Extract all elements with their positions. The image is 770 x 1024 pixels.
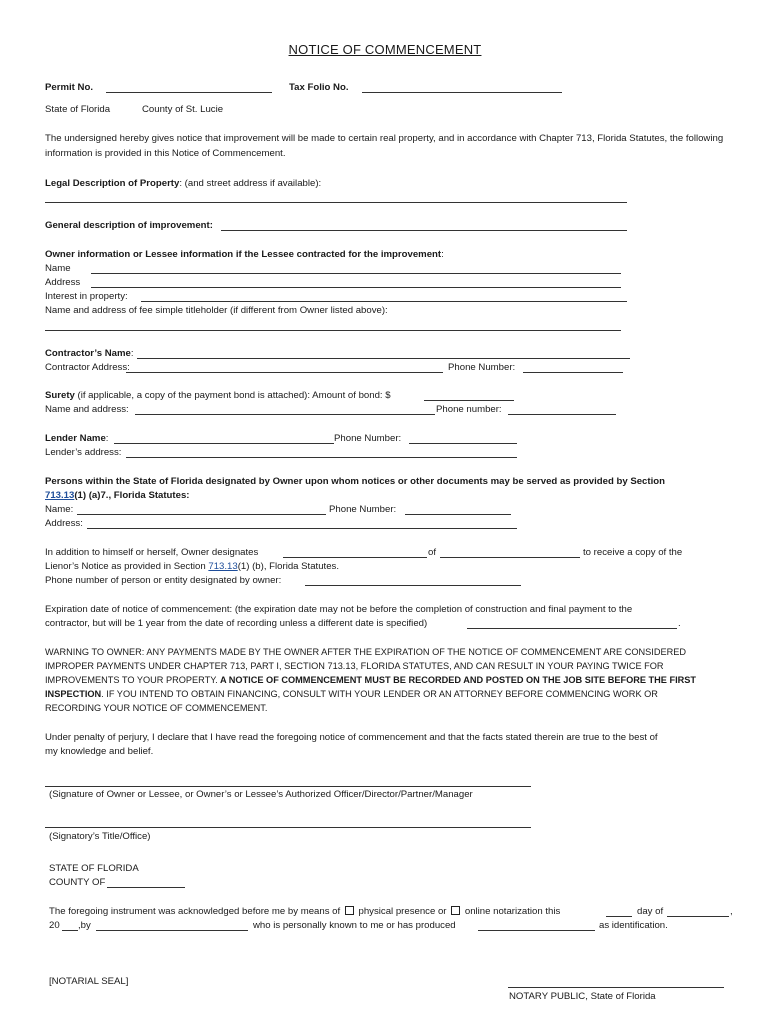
lienor-section-link[interactable]: 713.13 [208, 561, 238, 572]
county-label: County of St. Lucie [142, 104, 224, 115]
acknowledgment-line1 [49, 906, 560, 918]
notary-signature-line[interactable] [508, 987, 724, 988]
physical-presence-checkbox[interactable] [345, 906, 354, 915]
surety-phone-label: Phone number: [436, 404, 502, 415]
warning-line4a: INSPECTION [45, 689, 102, 699]
ack-day-field[interactable] [606, 916, 632, 917]
owner-interest-label: Interest in property: [45, 291, 128, 302]
warning-line3b: A NOTICE OF COMMENCEMENT MUST BE RECORDED AND POSTED ON THE JOB SITE BEFORE THE FIRST [217, 675, 697, 685]
signature-caption: (Signature of Owner or Lessee, or Owner’s or Lessee’s Authorized Officer/Director/Partner/Manager [49, 789, 473, 800]
contractor-name-label: Contractor’s Name [45, 348, 131, 359]
ack-by-label: ,by [78, 920, 91, 931]
surety-name-field[interactable] [135, 414, 435, 415]
page-title: NOTICE OF COMMENCEMENT [288, 42, 482, 57]
ack-physical-label: physical presence or [358, 906, 447, 917]
ack-identification-label: as identification. [599, 920, 668, 931]
ack-comma: , [730, 906, 733, 917]
persons-address-field[interactable] [87, 528, 517, 529]
lienor-suffix: (1) (b), Florida Statutes. [237, 561, 340, 572]
persons-phone-label: Phone Number: [329, 504, 397, 515]
contractor-phone-label: Phone Number: [448, 362, 516, 373]
surety-phone-field[interactable] [508, 414, 616, 415]
owner-name-field[interactable] [91, 273, 621, 274]
ack-20-label: 20 [49, 920, 60, 931]
designates-receive: to receive a copy of the [583, 547, 683, 558]
surety-name-label: Name and address: [45, 404, 129, 415]
general-description-field[interactable] [221, 230, 627, 231]
legal-description-label: Legal Description of Property [45, 178, 180, 189]
county-of-label: COUNTY OF [49, 877, 106, 888]
legal-description-suffix: : (and street address if available): [179, 178, 322, 189]
persons-name-label: Name: [45, 504, 74, 515]
online-notarization-checkbox[interactable] [451, 906, 460, 915]
designee-phone-label: Phone number of person or entity designated by owner: [45, 575, 282, 586]
intro-paragraph: The undersigned hereby gives notice that improvement will be made to certain real property, and in accordance with Chapter 713, Florida Statutes, the following information is provided in this Notice of Commencement. [45, 133, 724, 159]
tax-folio-field[interactable] [362, 92, 562, 93]
contractor-name-row: Contractor’s Name: [45, 348, 134, 359]
contractor-address-label: Contractor Address: [45, 362, 130, 373]
owner-interest-field[interactable] [141, 301, 627, 302]
ack-month-field[interactable] [667, 916, 729, 917]
contractor-name-field[interactable] [137, 358, 630, 359]
ack-known-label: who is personally known to me or has produced [253, 920, 456, 931]
designee-phone-field[interactable] [305, 585, 521, 586]
general-description-label: General description of improvement: [45, 220, 213, 231]
warning-line2: IMPROPER PAYMENTS UNDER CHAPTER 713, PART I, SECTION 713.13, FLORIDA STATUTES, AND CAN RESULT IN YOUR PAYING TWICE FOR [45, 661, 664, 671]
lender-phone-label: Phone Number: [334, 433, 402, 444]
fee-simple-label: Name and address of fee simple titleholder (if different from Owner listed above): [45, 305, 388, 316]
warning-line3a: IMPROVEMENTS TO YOUR PROPERTY. [45, 675, 218, 685]
lender-phone-field[interactable] [409, 443, 517, 444]
state-label: State of Florida [45, 104, 111, 115]
contractor-address-field[interactable] [126, 372, 443, 373]
persons-header-line2 [45, 490, 189, 502]
perjury-line2: my knowledge and belief. [45, 746, 154, 757]
owner-address-label: Address [45, 277, 81, 288]
permit-field[interactable] [106, 92, 272, 93]
persons-header-suffix: (1) (a)7., Florida Statutes: [74, 490, 190, 501]
expiration-date-field[interactable] [467, 628, 677, 629]
surety-amount-field[interactable] [424, 400, 514, 401]
ack-produced-field[interactable] [478, 930, 595, 931]
expiration-period: . [678, 618, 681, 629]
ack-online-label: online notarization this [464, 906, 561, 917]
signatory-title-caption: (Signatory’s Title/Office) [49, 831, 151, 842]
fee-simple-field[interactable] [45, 330, 621, 331]
warning-line1: WARNING TO OWNER: ANY PAYMENTS MADE BY THE OWNER AFTER THE EXPIRATION OF THE NOTICE OF COMMENCEMENT ARE CONSIDERED [45, 647, 686, 657]
owner-address-field[interactable] [91, 287, 621, 288]
signatory-title-line[interactable] [45, 827, 531, 828]
lender-name-label: Lender Name [45, 433, 106, 444]
designee-field[interactable] [283, 557, 427, 558]
surety-label: Surety [45, 390, 75, 401]
persons-phone-field[interactable] [405, 514, 511, 515]
persons-address-label: Address: [45, 518, 83, 529]
warning-line4 [45, 688, 658, 700]
ack-day-label: day of [637, 906, 664, 917]
contractor-phone-field[interactable] [523, 372, 623, 373]
signature-line[interactable] [45, 786, 531, 787]
persons-header-line1: Persons within the State of Florida designated by Owner upon whom notices or other documents may be served as provided by Section [45, 476, 665, 487]
lender-name-field[interactable] [114, 443, 334, 444]
tax-folio-label: Tax Folio No. [289, 82, 349, 93]
owner-header-row: Owner information or Lessee information if the Lessee contracted for the improvement: [45, 249, 444, 260]
state-of-florida: STATE OF FLORIDA [49, 863, 139, 874]
designee-of-field[interactable] [440, 557, 580, 558]
designates-text: In addition to himself or herself, Owner designates [45, 547, 259, 558]
expiration-line1: Expiration date of notice of commencement: (the expiration date may not be before the completion of construction and final payment to the [45, 604, 633, 615]
permit-label: Permit No. [45, 82, 93, 93]
ack-by-field[interactable] [96, 930, 248, 931]
warning-line3 [45, 674, 696, 686]
legal-description-row [45, 178, 321, 190]
ack-text: The foregoing instrument was acknowledged before me by means of [49, 906, 341, 917]
lienor-row [45, 561, 339, 573]
owner-header: Owner information or Lessee information if the Lessee contracted for the improvement [45, 249, 442, 260]
lender-address-field[interactable] [126, 457, 517, 458]
ack-year-field[interactable] [62, 930, 78, 931]
section-713-13-link[interactable]: 713.13 [45, 490, 75, 501]
lender-name-row: Lender Name: [45, 433, 109, 444]
lienor-text: Lienor’s Notice as provided in Section [45, 561, 206, 572]
owner-name-label: Name [45, 263, 71, 274]
expiration-line2: contractor, but will be 1 year from the date of recording unless a different date is specified) [45, 618, 428, 629]
county-of-field[interactable] [107, 887, 185, 888]
surety-row [45, 390, 391, 402]
designates-of: of [428, 547, 437, 558]
lender-address-label: Lender’s address: [45, 447, 122, 458]
perjury-line1: Under penalty of perjury, I declare that I have read the foregoing notice of commencement and that the facts stated therein are true to the best of [45, 732, 658, 743]
notary-public-label: NOTARY PUBLIC, State of Florida [509, 991, 656, 1002]
persons-name-field[interactable] [77, 514, 326, 515]
notarial-seal: [NOTARIAL SEAL] [49, 976, 129, 987]
warning-line5: RECORDING YOUR NOTICE OF COMMENCEMENT. [45, 703, 268, 713]
warning-line4b: . IF YOU INTEND TO OBTAIN FINANCING, CONSULT WITH YOUR LENDER OR AN ATTORNEY BEFORE COMMENCING WORK OR [101, 689, 658, 699]
legal-description-field[interactable] [45, 202, 627, 203]
surety-text: (if applicable, a copy of the payment bond is attached): Amount of bond: $ [74, 390, 391, 401]
